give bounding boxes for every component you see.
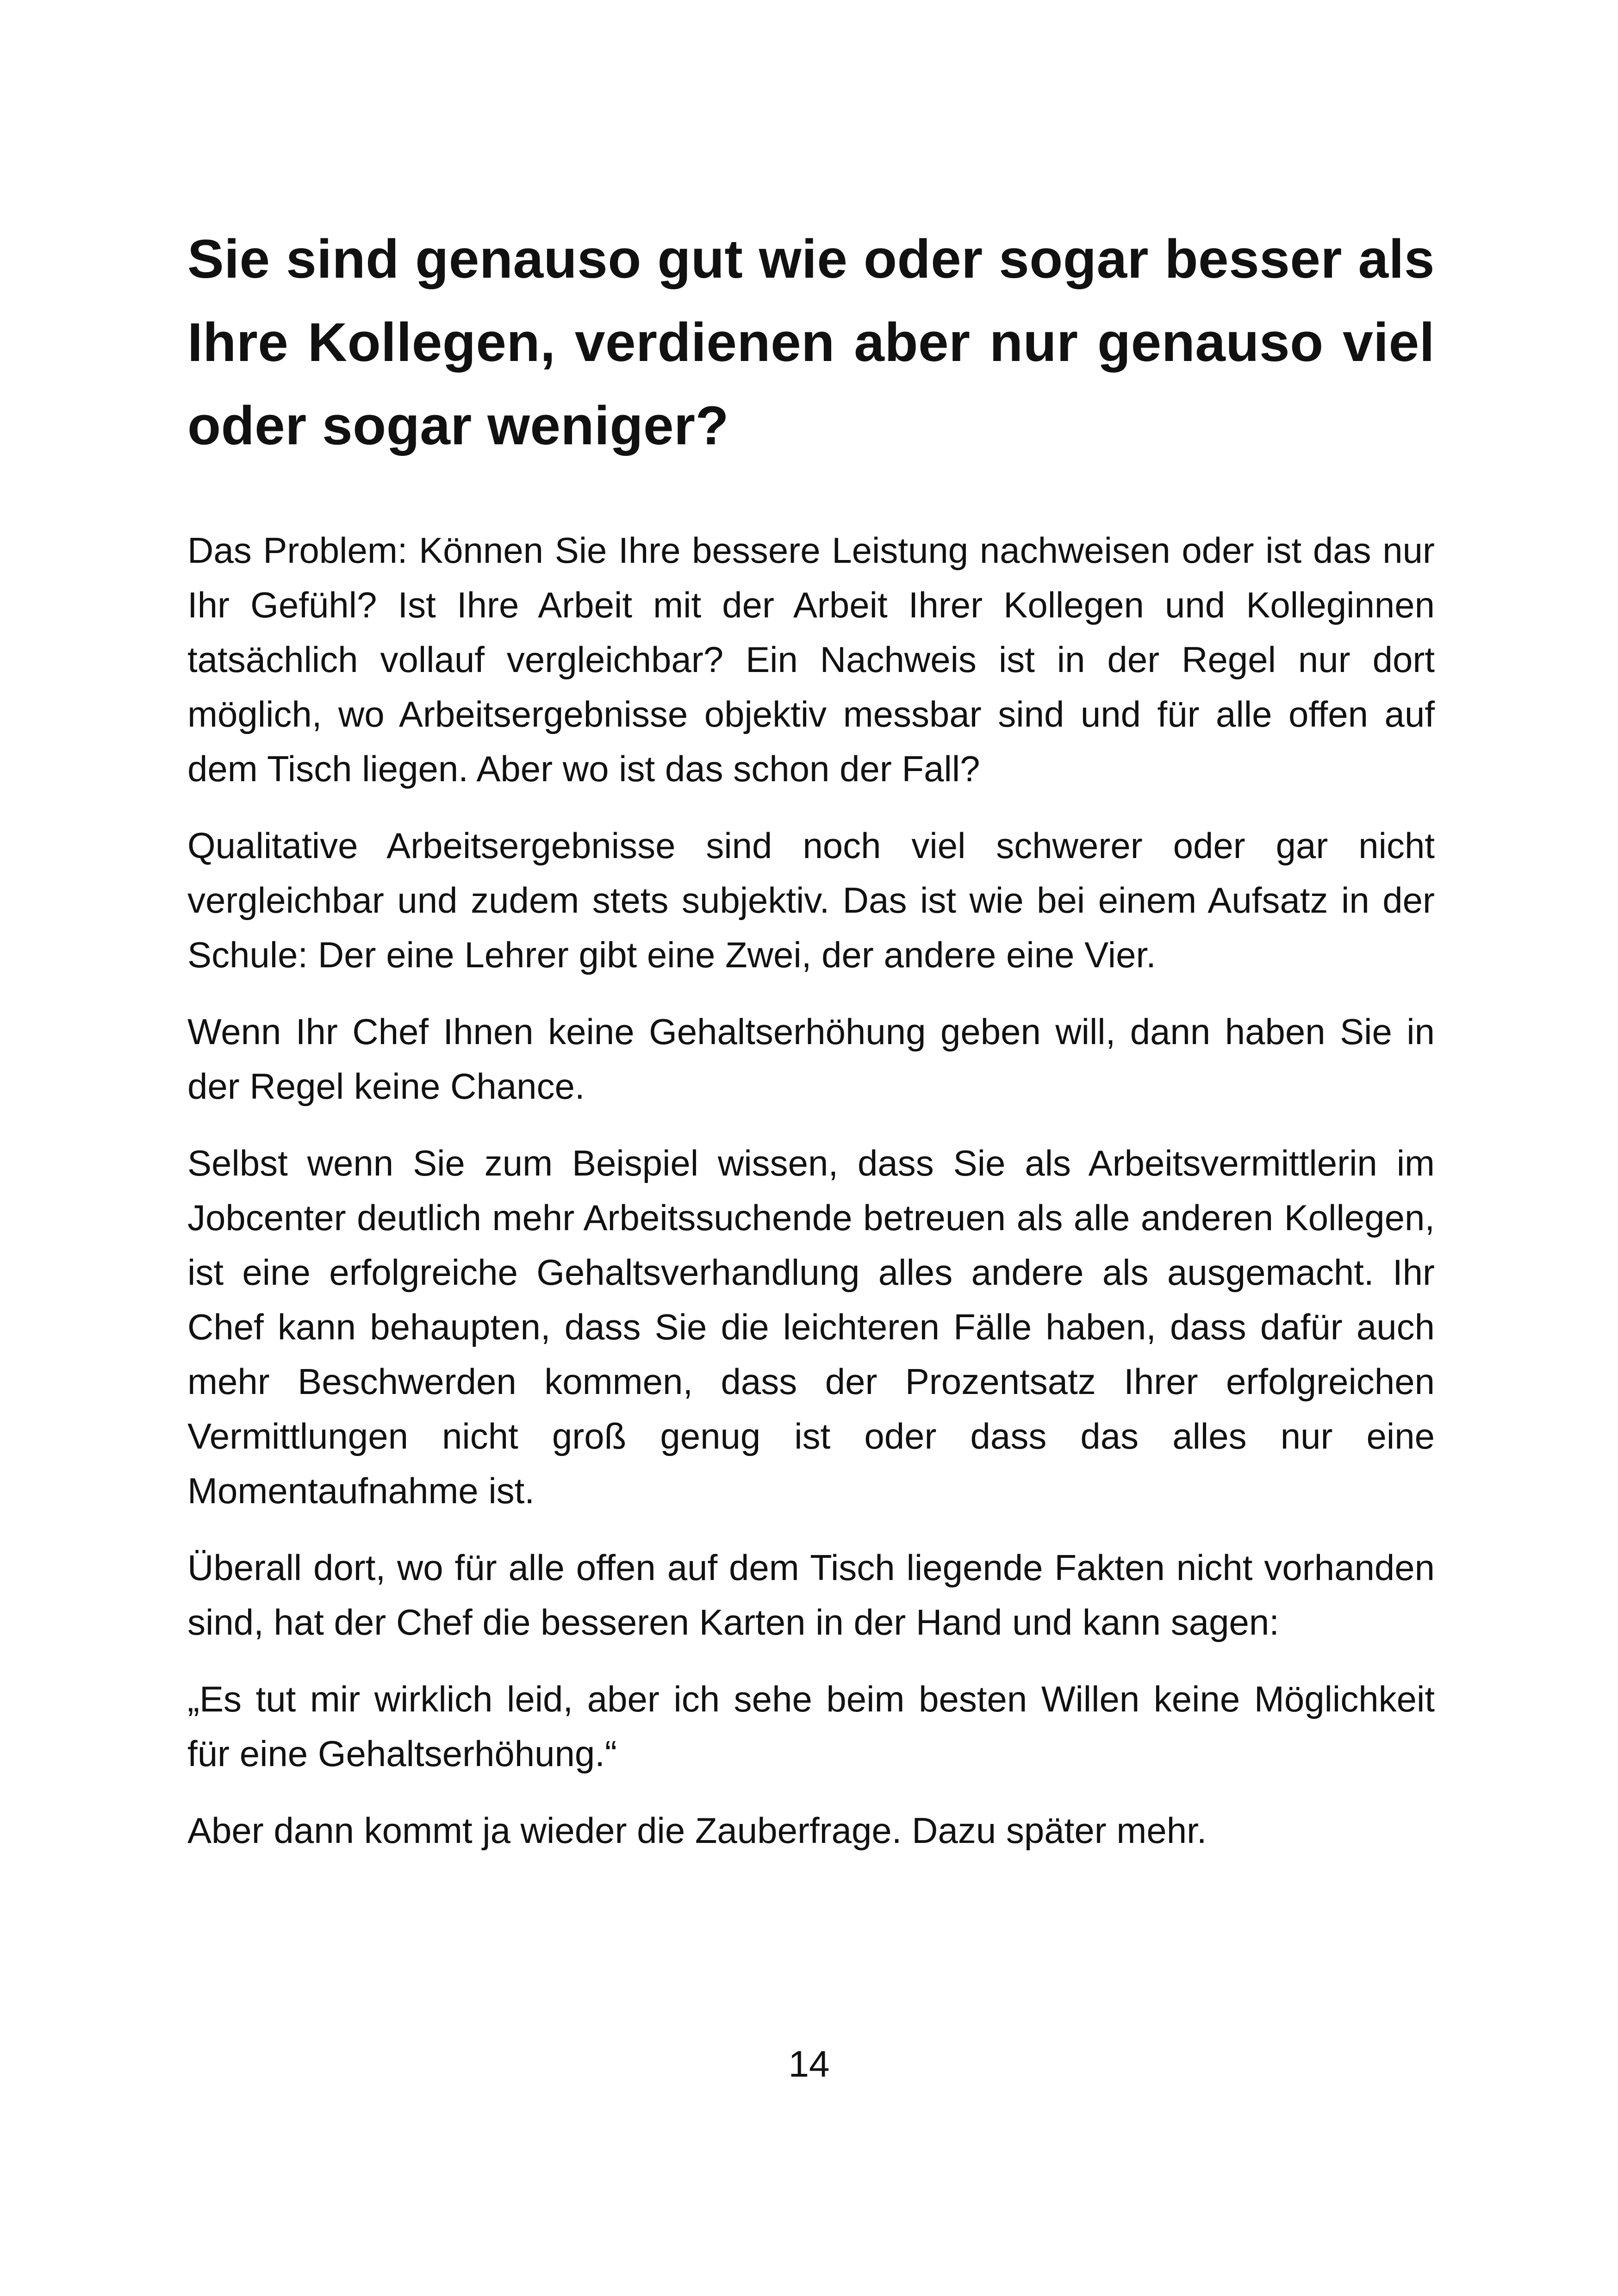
page-number: 14 — [788, 2043, 830, 2084]
paragraph-6-quote: „Es tut mir wirklich leid, aber ich sehe beim besten Willen keine Möglichkeit für eine Gehaltserhöhung.“ — [187, 1679, 1435, 1774]
paragraph-4: Selbst wenn Sie zum Beispiel wissen, dass Sie als Arbeitsvermittlerin im Jobcenter deutlich mehr Arbeitssuchende betreuen als alle anderen Kollegen, ist eine erfolgreiche Gehaltsverhandlung alles andere als ausgemacht. Ihr Chef kann behaupten, dass Sie die leichteren Fälle haben, dass dafür auch mehr Beschwerden kommen, dass der Prozentsatz Ihrer erfolgreichen Vermittlungen nicht groß genug ist oder dass das alles nur eine Momentaufnahme ist. — [187, 1143, 1435, 1511]
paragraph-5: Überall dort, wo für alle offen auf dem Tisch liegende Fakten nicht vorhanden sind, hat der Chef die besseren Karten in der Hand und kann sagen: — [187, 1547, 1435, 1643]
page-content — [187, 218, 1435, 1880]
paragraph-3: Wenn Ihr Chef Ihnen keine Gehaltserhöhung geben will, dann haben Sie in der Regel keine Chance. — [187, 1011, 1435, 1107]
chapter-heading: Sie sind genauso gut wie oder sogar besser als Ihre Kollegen, verdienen aber nur genauso viel oder sogar weniger? — [187, 229, 1435, 456]
paragraph-2: Qualitative Arbeitsergebnisse sind noch viel schwerer oder gar nicht vergleichbar und zudem stets subjektiv. Das ist wie bei einem Aufsatz in der Schule: Der eine Lehrer gibt eine Zwei, der andere eine Vier. — [187, 825, 1435, 975]
paragraph-1: Das Problem: Können Sie Ihre bessere Leistung nachweisen oder ist das nur Ihr Gefühl? Ist Ihre Arbeit mit der Arbeit Ihrer Kollegen und Kolleginnen tatsächlich vollauf vergleichbar? Ein Nachweis ist in der Regel nur dort möglich, wo Arbeitsergebnisse objektiv messbar sind und für alle offen auf dem Tisch liegen. Aber wo ist das schon der Fall? — [187, 530, 1435, 789]
paragraph-7: Aber dann kommt ja wieder die Zauberfrage. Dazu später mehr. — [187, 1810, 1207, 1851]
body-text — [187, 523, 1435, 1858]
